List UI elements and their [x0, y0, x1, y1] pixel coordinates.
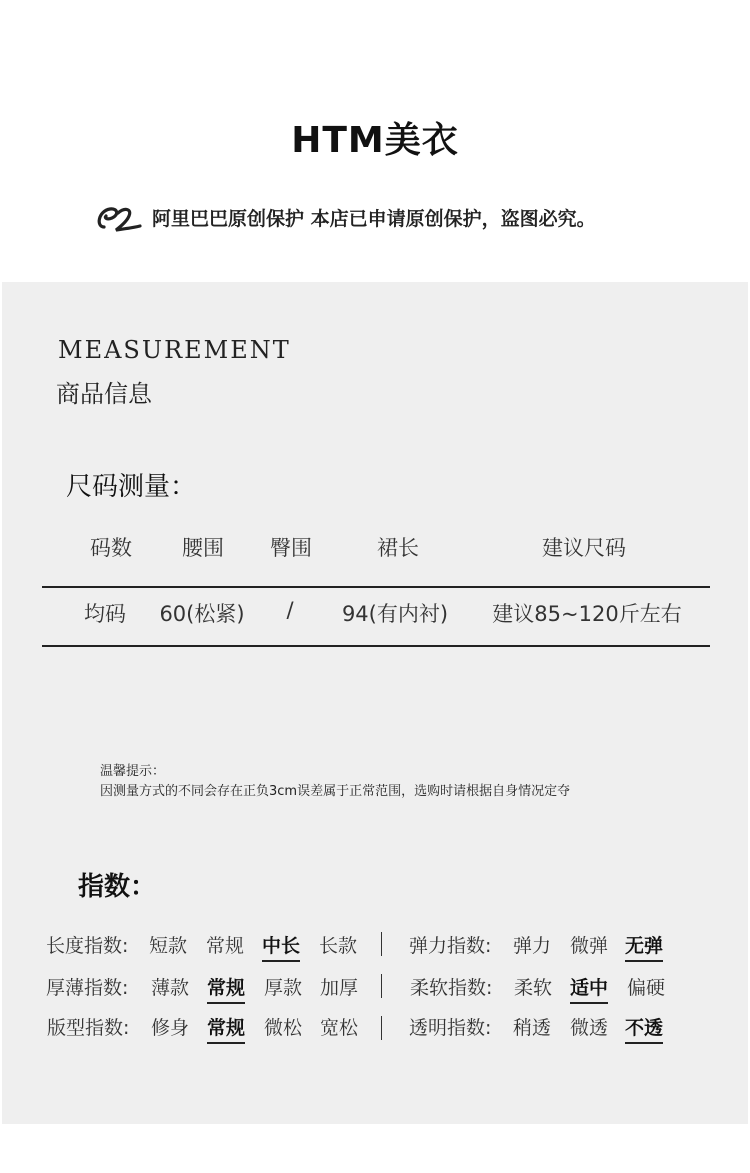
index-option: 稍透	[513, 1017, 552, 1039]
index-row-softness	[410, 973, 700, 1007]
index-label: 长度指数:	[46, 935, 129, 957]
alibaba-logo-icon	[92, 193, 150, 241]
index-option: 短款	[149, 935, 188, 957]
index-row-transparency	[409, 1013, 699, 1047]
indices-title: 指数：	[78, 872, 157, 902]
index-row-thickness	[46, 973, 366, 1007]
size-table-title: 尺码测量：	[66, 472, 197, 502]
tip-heading: 温馨提示：	[100, 764, 166, 779]
cell-length: 94(有内衬)	[341, 602, 449, 626]
index-separator	[381, 1016, 382, 1040]
index-separator	[381, 974, 382, 998]
index-option: 偏硬	[627, 977, 666, 999]
index-row-stretch	[409, 931, 699, 965]
index-option: 常规	[206, 935, 245, 957]
index-label: 弹力指数:	[409, 935, 492, 957]
index-option-selected: 适中	[570, 973, 608, 1004]
size-table-header	[42, 532, 710, 572]
table-divider-top	[42, 586, 710, 588]
header-hip: 臀围	[270, 536, 312, 560]
index-label: 透明指数:	[409, 1017, 492, 1039]
header-waist: 腰围	[182, 536, 224, 560]
brand-title: HTM美衣	[291, 120, 459, 161]
cell-waist: 60(松紧)	[159, 602, 245, 626]
index-label: 版型指数:	[47, 1017, 130, 1039]
index-separator	[381, 932, 382, 956]
index-option-selected: 常规	[207, 1013, 245, 1044]
index-row-fit	[47, 1013, 367, 1047]
notice-text: 阿里巴巴原创保护 本店已申请原创保护，盗图必究。	[152, 207, 596, 230]
cell-size: 均码	[84, 602, 126, 626]
index-option-selected: 常规	[207, 973, 245, 1004]
header-size: 码数	[90, 536, 132, 560]
header-length: 裙长	[377, 536, 419, 560]
index-label: 柔软指数:	[410, 977, 493, 999]
tip-body: 因测量方式的不同会存在正负3cm误差属于正常范围，选购时请根据自身情况定夺	[100, 784, 571, 799]
table-divider-bottom	[42, 645, 710, 647]
index-option: 修身	[151, 1017, 190, 1039]
index-option-selected: 无弹	[625, 931, 663, 962]
table-row	[42, 598, 710, 638]
index-option: 薄款	[151, 977, 190, 999]
index-row-length	[46, 931, 366, 965]
index-option: 弹力	[513, 935, 552, 957]
index-option: 厚款	[264, 977, 303, 999]
cell-hip: /	[286, 598, 294, 622]
measurement-title-cn: 商品信息	[56, 380, 152, 408]
index-option: 微透	[570, 1017, 609, 1039]
measurement-title-en: MEASUREMENT	[58, 336, 291, 364]
header-suggest: 建议尺码	[542, 536, 626, 560]
index-option-selected: 不透	[625, 1013, 663, 1044]
index-option: 长款	[319, 935, 358, 957]
index-option: 微弹	[570, 935, 609, 957]
index-option: 加厚	[320, 977, 359, 999]
index-option: 宽松	[320, 1017, 359, 1039]
index-option-selected: 中长	[262, 931, 300, 962]
originality-notice	[92, 192, 692, 242]
cell-suggest: 建议85~120斤左右	[492, 602, 682, 626]
index-option: 微松	[264, 1017, 303, 1039]
index-option: 柔软	[514, 977, 553, 999]
index-label: 厚薄指数:	[46, 977, 129, 999]
